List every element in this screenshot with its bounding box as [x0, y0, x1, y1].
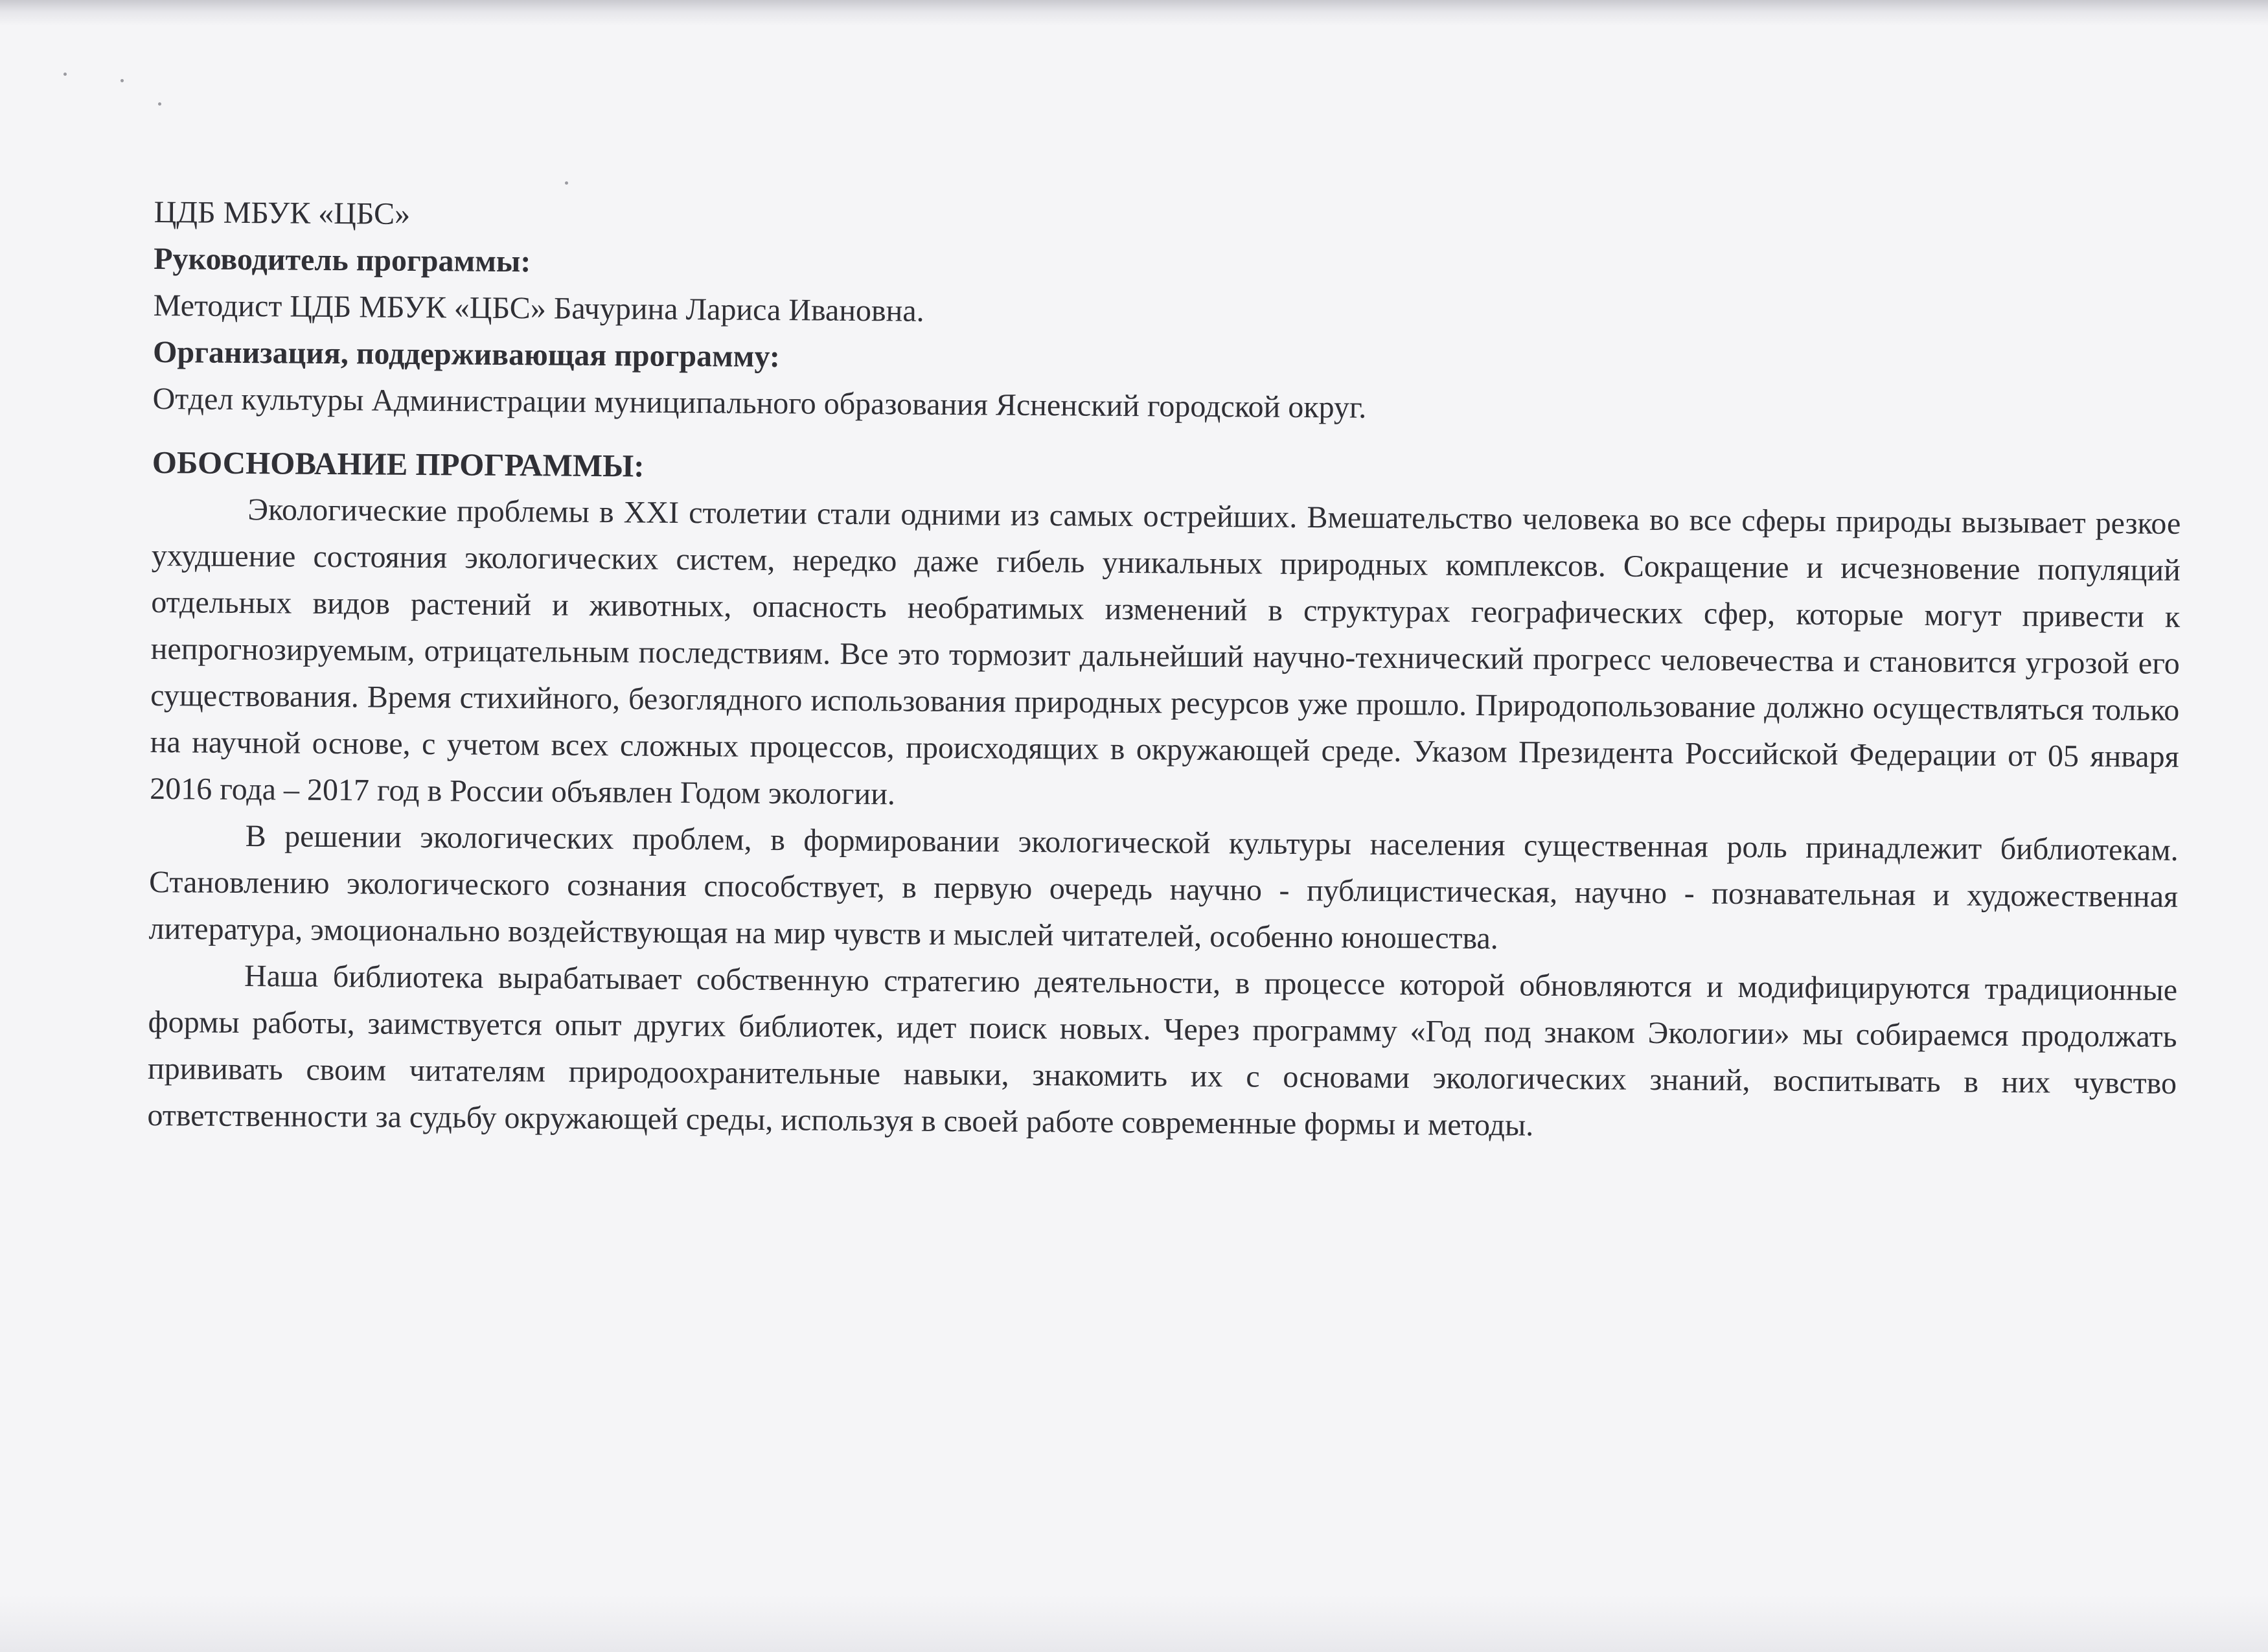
supporting-organization-label: Организация, поддерживающая программу: — [152, 334, 781, 374]
paragraph-library-role: В решении экологических проблем, в формировании экологической культуры населения существенная роль принадлежит библиотекам. Становлению экологического сознания способствует, в первую очередь научно - публицистическая, научно - познавательная и художественная литература, эмоционально воздействующая на мир чувств и мыслей читателей, особенно юношества. — [148, 819, 2179, 956]
scan-bottom-edge — [0, 1595, 2268, 1652]
program-leader-label: Руководитель программы: — [154, 241, 531, 279]
scan-speck — [120, 79, 124, 82]
organization-short-name: ЦДБ МБУК «ЦБС» — [154, 194, 411, 231]
program-leader-value: Методист ЦДБ МБУК «ЦБС» Бачурина Лариса Ивановна. — [153, 288, 924, 328]
section-title: ОБОСНОВАНИЕ ПРОГРАММЫ: — [152, 444, 645, 484]
document-page — [145, 189, 2183, 1454]
scan-top-shadow — [0, 0, 2268, 26]
scan-speck — [158, 102, 161, 106]
scan-speck — [63, 73, 67, 76]
paragraph-ecological-problems: Экологические проблемы в XXI столетии стали одними из самых острейших. Вмешательство человека во все сферы природы вызывает резкое ухудшение состояния экологических систем, нередко даже гибель уникальных природных комплексов. Сокращение и исчезновение популяций отдельных видов растений и животных, опасность необратимых изменений в структурах географических сфер, которые могут привести к непрогнозируемым, отрицательным последствиям. Все это тормозит дальнейший научно-технический прогресс человечества и становится угрозой его существования. Время стихийного, безоглядного использования природных ресурсов уже прошло. Природопользование должно осуществляться только на научной основе, с учетом всех сложных процессов, происходящих в окружающей среде. Указом Президента Российской Федерации от 05 января 2016 года – 2017 год в России объявлен Годом экологии. — [150, 492, 2181, 812]
supporting-organization-value: Отдел культуры Администрации муниципального образования Ясненский городской округ. — [152, 381, 1367, 425]
paragraph-library-strategy: Наша библиотека вырабатывает собственную стратегию деятельности, в процессе которой обновляются и модифицируются традиционные формы работы, заимствуется опыт других библиотек, идет поиск новых. Через программу «Год под знаком Экологии» мы собираемся продолжать прививать своим читателям природоохранительные навыки, знакомить их с основами экологических знаний, воспитывать в них чувство ответственности за судьбу окружающей среды, используя в своей работе современные формы и методы. — [147, 959, 2178, 1143]
scan-speck — [565, 181, 568, 185]
